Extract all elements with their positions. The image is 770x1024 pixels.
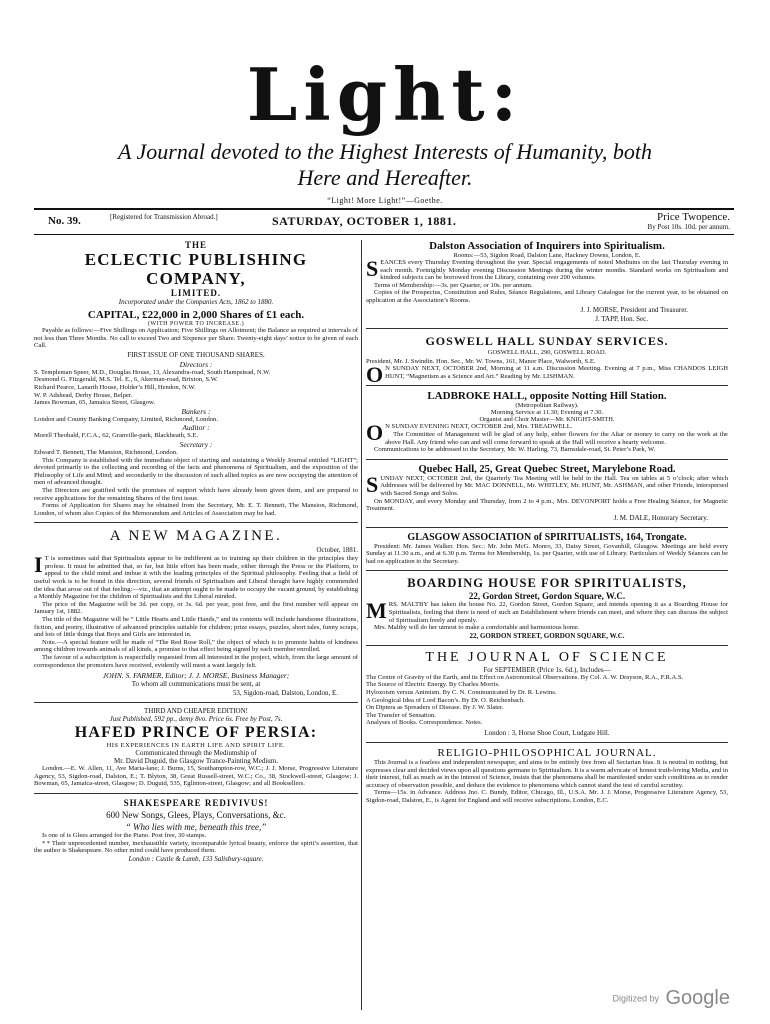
science-item-3: Hylozoism versus Animism. By C. N. Communicated by Dr. R. Lewins. [366, 689, 557, 697]
dalston-ad [366, 240, 728, 323]
eclectic-bankers: London and County Banking Company, Limited, Richmond, London. [34, 415, 218, 423]
eclectic-secretary-heading: Secretary : [179, 439, 213, 449]
dalston-sig-2: J. TAPP, Hon. Sec. [595, 314, 648, 323]
eclectic-secretary: Edward T. Bennett, The Mansion, Richmond, London. [34, 448, 178, 456]
science-title: THE JOURNAL OF SCIENCE [425, 649, 669, 665]
science-item-2: The Source of Electric Energy. By Charles Morris. [366, 681, 500, 689]
separator [366, 328, 728, 329]
hafed-communicated: Communicated through the Mediumship of [135, 749, 257, 758]
goswell-ad [366, 333, 728, 388]
google-logo: Google [665, 987, 730, 1009]
eclectic-director-1: S. Templeman Speer, M.D., Douglas House, 13, Alexandra-road, South Hampstead, N.W. [34, 368, 271, 376]
eclectic-the: THE [184, 240, 207, 250]
shakespeare-ad [34, 798, 358, 863]
quebec-dropcap: S [366, 471, 379, 497]
religio-terms: Terms—15s. in Advance. Address Jno. C. Bundy, Editor, Chicago, Ill., U.S.A. Mr. J. J. Morse, Progressive Literature Agency, 53, Sigdon-road, Dalston, E., is Agent for England and will receive subscriptions. London, E.C. [366, 789, 728, 804]
eclectic-directors-heading: Directors : [179, 359, 213, 369]
dalston-title: Dalston Association of Inquirers into Spiritualism. [429, 240, 665, 252]
separator [366, 742, 728, 743]
hafed-published: Just Published, 592 pp., demy 8vo. Price 6s. Free by Post, 7s. [109, 715, 283, 724]
separator [366, 570, 728, 571]
glasgow-body: President: Mr. James Walker. Hon. Sec.: Mr. John McG. Monro, 33, Daisy Street, Govanhill, Glasgow. Meetings are held every Sunday at 11.30 a.m., and at 6.30 p.m. Terms for Membership, 1s. per Quarter, with use of Library. Particulars of Weekly Séances can be had on application to the Secretary. [366, 542, 728, 565]
separator [34, 522, 358, 523]
science-item-7: Analyses of Books. Correspondence. Notes. [366, 719, 483, 727]
magazine-signature: JOHN. S. FARMER, Editor; J. J. MORSE, Business Manager; [102, 671, 290, 681]
goswell-president: President, Mr. J. Swindin. Hon. Sec., Mr. W. Towns, 161, Manor Place, Walworth, S.E. [366, 357, 596, 365]
magazine-address-1: To whom all communications must be sent, at [131, 680, 261, 689]
science-item-1: The Centre of Gravity of the Earth, and its Effect on Astronomical Observations. By Col. A. W. Drayson, R.A., F.R.A.S. [366, 673, 684, 681]
boarding-maltby: Mrs. Maltby will do her utmost to make a comfortable and harmonious home. [374, 624, 580, 632]
ladbroke-comms: Communications to be addressed to the Secretary, Mr. W. Harling, 73, Barnsdale-road, St. Peter’s Park, W. [374, 446, 656, 454]
science-for: For SEPTEMBER (Price 1s. 6d.), Includes— [483, 665, 611, 674]
magazine-address-2: 53, Sigdon-road, Dalston, London, E. [232, 689, 338, 698]
registered-text: Registered for Transmission Abroad. [112, 213, 216, 221]
google-watermark [613, 987, 730, 1010]
magazine-ad [34, 527, 358, 697]
eclectic-director-4: W. P. Adshead, Derby House, Belper. [34, 391, 133, 399]
goswell-address: GOSWELL HALL, 290, GOSWELL ROAD. [487, 348, 607, 356]
price-block [648, 211, 730, 231]
hafed-title: HAFED PRINCE OF PERSIA: [74, 724, 318, 742]
separator [34, 793, 358, 794]
masthead [0, 52, 770, 205]
eclectic-ad [34, 240, 358, 517]
eclectic-director-2: Desmond G. Fitzgerald, M.S. Tel. E., 6, Akerman-road, Brixton, S.W. [34, 376, 218, 384]
hafed-edition: THIRD AND CHEAPER EDITION! [143, 707, 249, 716]
issue-number: No. 39. [48, 215, 81, 227]
eclectic-limited: LIMITED. [170, 288, 222, 298]
boarding-footer: 22, GORDON STREET, GORDON SQUARE, W.C. [469, 631, 625, 640]
ladbroke-ad [366, 390, 728, 453]
dalston-body: EANCES every Thursday Evening throughout the year. Special engagements of noted Mediums on the last Thursday evening in each month. Fortnightly Monday evening Discussion Meetings during the winter months. Standard works on Spiritualism and kindred subjects can be borrowed from the Library, containing over 200 volumes. [380, 259, 728, 282]
boarding-title: BOARDING HOUSE FOR SPIRITUALISTS, [407, 576, 687, 591]
boarding-ad [366, 575, 728, 639]
boarding-body: RS. MALTBY has taken the house No. 22, Gordon Street, Gordon Square, and intends opening it as a Boarding House for Spiritualists, feeling that there is need of such an Establishment where friends can meet, and where they can discuss the subject of Spiritualism freely and openly. [388, 601, 728, 624]
right-column [366, 240, 728, 1010]
separator [34, 702, 358, 703]
hafed-agents: London.—E. W. Allen, 11, Ave Maria-lane; J. Burns, 15, Southampton-row, W.C.; J. J. Morse, Progressive Literature Agency, 53, Sigdon-road, Dalston, E.; T. Blyton, 38, Great Russell-street, W.C.; Co., 38, Stockwell-street, Glasgow; J. Bowman, 65, Jamaica-street, Glasgow; D. Duguid, 535, Eglinton-street, Glasgow; and all Booksellers. [34, 765, 358, 788]
eclectic-payable: Payable as follows:—Five Shillings on Application; Five Shillings on Allotment; the Balance as required at intervals of not less than Three Months. No call to exceed Two and Sixpence per Share. Twenty-eight days’ notice to be given of each Call. [34, 327, 358, 350]
issue-date: SATURDAY, OCTOBER 1, 1881. [272, 214, 457, 228]
quebec-sig: J. M. DALE, Honorary Secretary. [613, 513, 708, 522]
science-ad [366, 650, 728, 737]
eclectic-director-5: James Bowman, 65, Jamaica Street, Glasgow. [34, 399, 155, 407]
shakespeare-title: SHAKESPEARE REDIVIVUS! [123, 797, 269, 808]
ladbroke-body: N SUNDAY EVENING NEXT, OCTOBER 2nd, Mrs. TREADWELL. [385, 423, 573, 431]
science-item-6: The Transfer of Sensation. [366, 711, 436, 719]
price: Price Twopence. [657, 211, 730, 223]
science-item-4: A Geological Idea of Lord Bacon’s. By Dr. O. Reichenbach. [366, 696, 525, 704]
shakespeare-one-of: Is one of is Glees arranged for the Piano. Post free, 30 stamps. [42, 831, 207, 839]
eclectic-title: ECLECTIC PUBLISHING COMPANY, [84, 250, 308, 288]
ladbroke-committee: The Committee of Management will be glad of any help, either flowers for the Altar or money to carry on the work at the above Hall. Any friend who can and will come forward to speak at the Hall will receive a hearty welcome. [385, 430, 728, 446]
science-item-5: On Diptera as Spreaders of Disease. By J. W. Slater. [366, 704, 504, 712]
science-london: London : 3, Horse Shoe Court, Ludgate Hill. [484, 729, 610, 737]
glasgow-title: GLASGOW ASSOCIATION of SPIRITUALISTS, 164, Trongate. [407, 531, 687, 543]
goswell-dropcap: O [366, 362, 384, 388]
masthead-motto: “Light! More Light!”—Goethe. [327, 196, 443, 205]
dalston-rooms: Rooms:—53, Sigdon Road, Dalston Lane, Hackney Downs, London, E. [453, 252, 641, 259]
magazine-dropcap: I [34, 552, 43, 578]
dateline-bottom-rule [34, 234, 734, 235]
masthead-subtitle-2: Here and Hereafter. [297, 165, 473, 190]
left-column [34, 240, 358, 1010]
column-divider [361, 240, 362, 1010]
eclectic-body-2: The Directors are gratified with the promises of support which have already been given them, and are prepared to receive applications for the remaining Shares of the first issue. [34, 486, 358, 502]
separator [366, 459, 728, 460]
dalston-copies: Copies of the Prospectus, Constitution and Rules, Séance Regulations, and Library Catalogue for the current year, to be obtained on application at the Association’s Rooms. [366, 289, 728, 304]
hafed-medium: Mr. David Duguid, the Glasgow Trance-Painting Medium. [114, 757, 278, 766]
separator [366, 527, 728, 528]
registered-note: [Registered for Transmission Abroad.] [110, 213, 218, 221]
dalston-dropcap: S [366, 256, 379, 281]
eclectic-auditor: Morell Theobald, F.C.A., 62, Granville-park, Blackheath, S.E. [34, 432, 199, 440]
shakespeare-note: * * Their unprecedented number, inexhaustible variety, incomparable lyrical beauty, enforce the spirit’s assertion, that the author is Shakespeare. No other mind could have produced them. [34, 839, 358, 855]
hafed-subtitle: HIS EXPERIENCES IN EARTH LIFE AND SPIRIT LIFE. [106, 742, 286, 750]
magazine-body-1: T is sometimes said that Spiritualists appear to be indifferent as to training up their children in the principles they profess. It must be admitted that, so far, but little effort has been made, either through the Press or the Platform, to appeal to the child mind and imbue it with the leading principles of the Spiritual philosophy. Feeling that a field of useful work is to be found in this direction, several friends of Spiritualism and Liberal thought have highly commended the idea that arose out of that feeling:—viz., that an attempt ought to be made to occupy the vacant ground, by establishing a Monthly Magazine for the children of Spiritualists and the Liberal minded. [34, 555, 358, 601]
magazine-date: October, 1881. [316, 546, 358, 555]
eclectic-bankers-heading: Bankers : [181, 406, 211, 416]
dalston-terms: Terms of Membership:—3s. per Quarter, or 10s. per annum. [374, 281, 533, 289]
ladbroke-services: Morning Service at 11.30; Evening at 7.30. [490, 409, 604, 417]
quebec-ad [366, 464, 728, 522]
goswell-body: N SUNDAY NEXT, OCTOBER 2nd, Morning at 11 a.m. Discussion Meeting. Evening at 7 p.m., Miss CHANDOS LEIGH HUNT, “Magnetism as a Science and Art.” Reading by Mr. LISHMAN. [385, 365, 728, 380]
glasgow-ad [366, 532, 728, 566]
magazine-title: A NEW MAGAZINE. [109, 528, 283, 545]
shakespeare-london: London : Castle & Lamb, 133 Salisbury-square. [128, 854, 264, 863]
masthead-subtitle-1: A Journal devoted to the Highest Interests of Humanity, both [117, 139, 653, 164]
ladbroke-sub: (Metropolitan Railway). [515, 402, 579, 410]
ladbroke-dropcap: O [366, 420, 384, 446]
quebec-body: UNDAY NEXT, OCTOBER 2nd, the Quarterly Tea Meeting will be held in the Hall. Tea on tables at 5 o’clock; after which Addresses will be delivered by Mr. MAC DONNELL, Mr. WHITLEY, Mr. HUNT, Mr. ASHMAN, and other Friends, interspersed with Sacred Songs and Solos. [380, 474, 728, 497]
price-post: By Post 10s. 10d. per annum. [647, 223, 730, 231]
eclectic-incorporated: Incorporated under the Companies Acts, 1862 to 1880. [118, 298, 274, 306]
dateline [34, 211, 734, 233]
eclectic-capital: CAPITAL, £22,000 in 2,000 Shares of £1 each. [87, 309, 305, 321]
eclectic-auditor-heading: Auditor : [182, 423, 210, 433]
ladbroke-title: LADBROKE HALL, opposite Notting Hill Station. [427, 390, 667, 403]
magazine-body-4: Note.—A special feature will be made of “The Red Rose Roll,” the object of which is to promote habits of kindness among children towards animals of all kinds, a promise to that effect being signed by each member enrolled. [34, 638, 358, 654]
boarding-address: 22, Gordon Street, Gordon Square, W.C. [468, 591, 626, 602]
ladbroke-organist: Organist and Choir Master—Mr. KNIGHT-SMITH. [479, 416, 615, 424]
eclectic-power: (WITH POWER TO INCREASE.) [147, 321, 245, 327]
quebec-monday: On MONDAY, and every Monday and Thursday, from 2 to 4 p.m., Mrs. DEVONPORT holds a Free Healing Séance, for Magnetic Treatment. [366, 497, 728, 513]
magazine-body-5: The favour of a subscription is respectfully requested from all interested in the project, which, from the large amount of correspondence the promoters have received, evidently will meet a want largely felt. [34, 654, 358, 669]
religio-title: RELIGIO-PHILOSOPHICAL JOURNAL. [437, 747, 657, 759]
quebec-title: Quebec Hall, 25, Great Quebec Street, Marylebone Road. [418, 463, 676, 475]
top-rule [34, 208, 734, 210]
masthead-title: Light: [246, 52, 524, 137]
digitized-by-text: Digitized by [612, 993, 660, 1004]
hafed-ad [34, 707, 358, 788]
magazine-body-2: The price of the Magazine will be 3d. per copy, or 3s. 6d. per year, post free, and the first number will appear on January 1st, 1882. [34, 600, 358, 616]
separator [366, 645, 728, 646]
shakespeare-quote: “ Who lies with me, beneath this tree,” [125, 821, 267, 832]
eclectic-body-1: This Company is established with the immediate object of starting and sustaining a Weekly Journal entitled “LIGHT”; devoted primarily to the collecting and recording of the facts and phenomena of Spiritualism, and the exposition of the Philosophy of Life and Mind; and secondarily to the discussion of such allied topics as are now occupying the attention of men of advanced thought. [34, 456, 358, 487]
separator [366, 385, 728, 386]
goswell-title: GOSWELL HALL SUNDAY SERVICES. [425, 333, 669, 348]
magazine-body-3: The title of the Magazine will be “ Little Hearts and Little Hands,” and its contents will include handsome illustrations, fiction, and poetry, illustrative of advanced principles suitable for children; prize essays, puzzles, short tales, funny scraps, and lots of little things that Boys and Girls are interested in. [34, 616, 358, 639]
dalston-sig-1: J. J. MORSE, President and Treasurer. [580, 305, 688, 314]
eclectic-body-3: Forms of Application for Shares may be obtained from the Secretary, Mr. E. T. Bennett, The Mansion, Richmond, London, of whom also Copies of the Memorandum and Articles of Association may be had. [34, 502, 358, 517]
religio-ad [366, 747, 728, 805]
eclectic-director-3: Richard Pearce, Lanarth House, Holder’s Hill, Hendon, N.W. [34, 383, 196, 391]
religio-body: This Journal is a fearless and independent newspaper, and aims to be entirely free from all Sectarian bias. It is neutral in nothing, but expresses clear and decided views upon all questions germane to Spiritualism. It is a warm advocate of honest truth-loving Media, and in their interest, full as much as in the interest of Science, insists that the phenomena shall be manifested under such conditions as to render accuracy of observation possible, and deduce the evidence to phenomena which cannot stand the test of careful scrutiny. [366, 759, 728, 789]
shakespeare-songs: 600 New Songs, Glees, Plays, Conversations, &c. [106, 809, 286, 820]
boarding-dropcap: M [366, 598, 387, 624]
eclectic-first-issue: FIRST ISSUE OF ONE THOUSAND SHARES. [127, 350, 265, 359]
